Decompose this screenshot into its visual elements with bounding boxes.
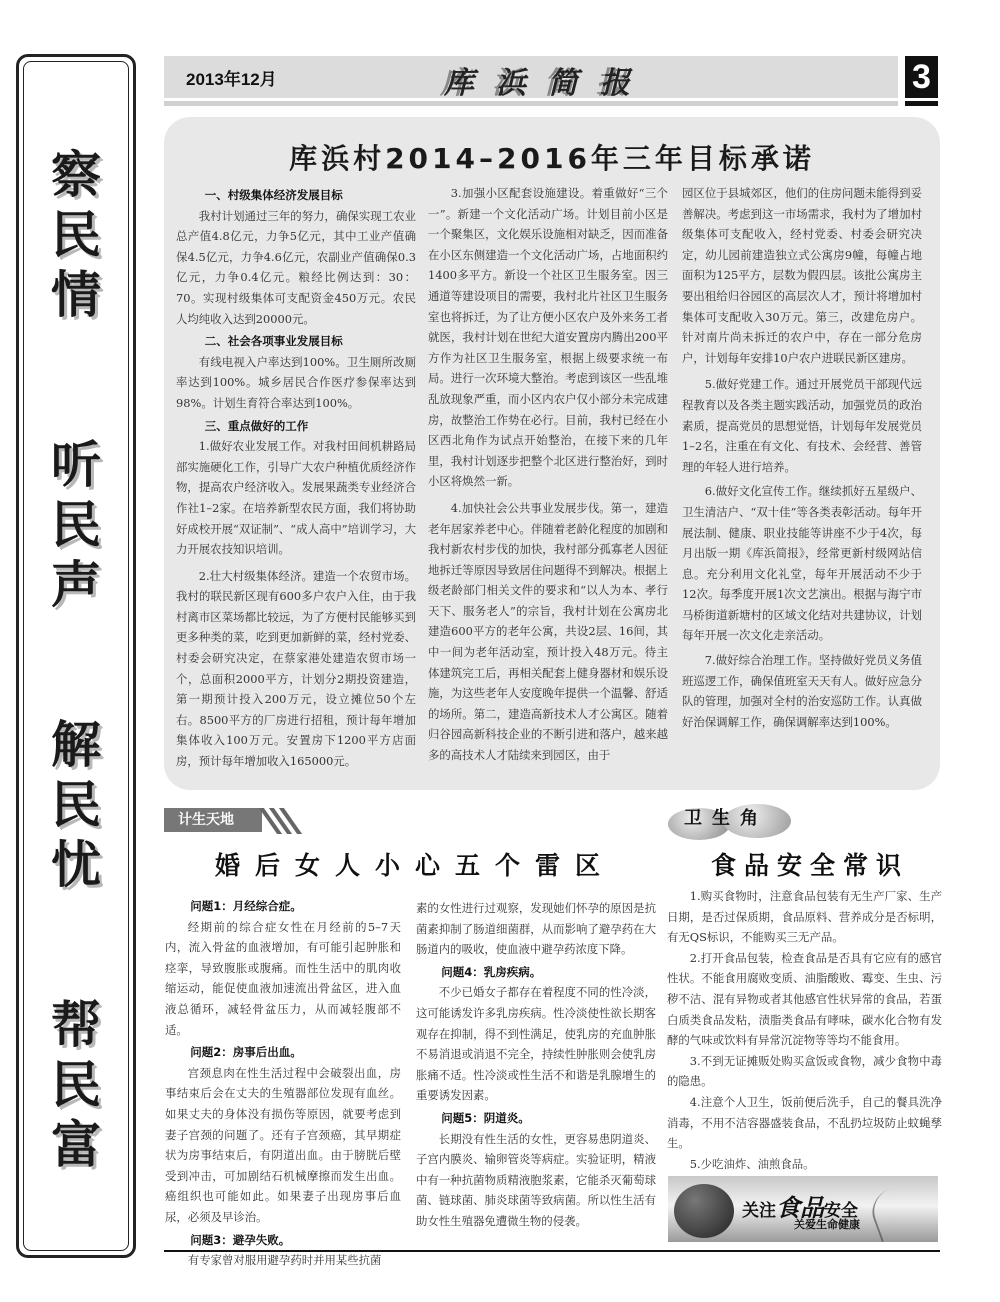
section-heading: 三、重点做好的工作	[204, 418, 309, 433]
paragraph: 6.做好文化宣传工作。继续抓好五星级户、卫生清洁户、“双十佳”等各类表彰活动。每年开展法制、健康、职业技能等讲座不少于4次，每月出版一期《库浜简报》，经常更新村级网站信息。充分利用文化礼堂，每年开展活动不少于12次。每季度开展1次文艺演出。根据与海宁市马桥街道新塘村的区域文化结对共建协议，计划每年开展一次文化走亲活动。	[682, 484, 922, 643]
slogan-character: 帮	[51, 996, 101, 1054]
masthead-rule	[164, 101, 898, 106]
issue-date: 2013年12月	[186, 70, 277, 89]
paragraph: 长期没有性生活的女性，更容易患阴道炎、子宫内膜炎、输卵管炎等病症。实验证明，精液中有一种抗菌物质精液胞浆素，它能杀灭葡萄球菌、链球菌、肺炎球菌等致病菌。所以性生活有助女性生殖器免遭微生物的侵袭。	[416, 1131, 656, 1228]
paragraph: 宫颈息肉在性生活过程中会破裂出血，房事结束后会在丈夫的生殖器部位发现有血丝。如果丈夫的身体没有损伤等原因，就要考虑到妻子宫颈的问题了。还有子宫颈癌，其早期症状为房事结束后，有阴道出血。由于膀胱后壁受到冲击，可加剧结石机械摩擦而发生出血。癌组织也可能如此。如果妻子出现房事后血尿，必须及早诊治。	[165, 1065, 401, 1224]
family-column-1	[165, 894, 401, 1271]
paragraph: 素的女性进行过观察，发现她们怀孕的原因是抗菌素抑制了肠道细菌群，从而影响了避孕药在大肠道内的吸收，使血液中避孕药浓度下降。	[416, 901, 656, 957]
paragraph: 4.加快社会公共事业发展步伐。第一，建造老年居家养老中心。伴随着老龄化程度的加剧和我村新农村步伐的加快，我村部分孤寡老人因征地拆迁等原因导致居住问题得不到解决。根据上级老龄部门相关文件的要求和“以人为本、孝行天下、服务老人”的宗旨，我村计划在公寓房北建造600平方的老年公寓，共设2层、16间，其中一间为老年活动室，预计投入48万元。待主体建筑完工后，再相关配套上健身器材和娱乐设施，为这些老年人安度晚年提供一个温馨、舒适的场所。第二，建造高新技术人才公寓区。随着归谷园高新科技企业的不断引进和落户，越来越多的高技术人才陆续来到园区，由于	[428, 500, 668, 763]
health-corner-label: 卫生角	[684, 808, 768, 829]
slogan-banner	[16, 54, 136, 1258]
question-heading: 问题5：阴道炎。	[441, 1110, 530, 1125]
banner-suffix: 安全	[824, 1201, 858, 1221]
banner-prefix: 关注	[742, 1201, 776, 1221]
tip-item: 4.注意个人卫生，饭前便后洗手，自己的餐具洗净消毒，不用不洁容器盛装食品，不乱扔垃圾防止蚊蝇孳生。	[667, 1094, 942, 1151]
slogan-character: 听	[51, 436, 101, 494]
slogan-character: 察	[51, 146, 101, 204]
paragraph: 有专家曾对服用避孕药时并用某些抗菌	[187, 1253, 382, 1268]
family-article-title: 婚后女人小心五个雷区	[214, 851, 615, 880]
slogan-character: 民	[51, 206, 101, 264]
tip-item: 2.打开食品包装，检查食品是否具有它应有的感官性状。不能食用腐败变质、油脂酸败、霉变、生虫、污秽不洁、混有异物或者其他感官性状异常的食品，若蛋白质类食品发粘，渍脂类食品有哮味，碳水化合物有发酵的气味或饮料有异常沉淀物等等均不能食用。	[667, 950, 942, 1048]
slogan-phrase-1	[19, 145, 133, 325]
paragraph: 2.壮大村级集体经济。建造一个农贸市场。我村的联民新区现有600多户农户入住，由于我村离市区菜场都比较远，为了方便村民能够买到更多种类的菜，吃到更加新鲜的菜，经村党委、村委会研究决定，在蔡家港处建造农贸市场一个，总面积2000平方，计划分2期投资建造，第一期预计投入200万元，设立摊位50个左右。8500平方的厂房进行招租，预计每年增加集体收入100万元。安置房下1200平方店面房，预计每年增加收入165000元。	[176, 568, 416, 769]
feature-article	[164, 117, 940, 790]
slogan-character: 忧	[51, 836, 101, 894]
section-tag-family-planning: 计生天地	[164, 808, 262, 832]
question-heading: 问题4：乳房疾病。	[441, 964, 542, 979]
slogan-character: 民	[51, 1056, 101, 1114]
paragraph: 1.做好农业发展工作。对我村田间机耕路局部实施硬化工作，引导广大农户种植优质经济作物，提高农户经济收入。发展果蔬类专业经济合作社1–2家。在培养新型农民方面，我们将协助好成校开展“双证制”、“成人高中”培训学习，大力开展农技知识培训。	[176, 439, 416, 557]
page-number: 3	[905, 56, 938, 98]
question-heading: 问题2：房事后出血。	[190, 1045, 302, 1060]
bamboo-leaf-illustration	[865, 1178, 934, 1242]
tip-item: 5.少吃油炸、油煎食品。	[689, 1156, 815, 1171]
slogan-character: 声	[51, 556, 101, 614]
feature-column-2	[428, 183, 668, 766]
health-column	[667, 886, 942, 1174]
slogan-character: 民	[51, 496, 101, 554]
paragraph: 7.做好综合治理工作。坚持做好党员义务值班巡逻工作，确保值班室天天有人。做好应急分队的管理，加强对全村的治安巡防工作。认真做好治保调解工作，确保调解率达到100%。	[682, 653, 922, 729]
question-heading: 问题1：月经综合症。	[190, 899, 302, 913]
feature-column-1	[176, 183, 416, 772]
page-bottom-rule	[164, 1250, 940, 1252]
slogan-phrase-3	[19, 715, 133, 895]
slogan-character: 解	[51, 716, 101, 774]
section-heading: 二、社会各项事业发展目标	[204, 334, 343, 349]
health-corner-logo	[668, 800, 788, 836]
paragraph: 3.加强小区配套设施建设。着重做好“三个一”。新建一个文化活动广场。计划目前小区是一个聚集区，文化娱乐设施相对缺乏，因而准备在小区东侧建造一个文化活动广场，占地面积约1400多平方。新设一个社区卫生服务室。因三通道等建设项目的需要，我村北片社区卫生服务室也将拆迁，为了让方便小区农户及外来务工者就医，我村计划在世纪大道安置房内腾出200平方作为社区卫生服务室，根据上级要求统一布局。进行一次环境大整治。考虑到该区一些乱堆乱放现象严重，而小区内农户仅小部分未完成建房，故整治工作势在必行。目前，我村已经在小区西北角作为试点开始整治，在接下来的几年里，我村计划逐步把整个北区进行整治好，到时小区将焕然一新。	[428, 186, 668, 489]
banner-subtitle: 关爱生命健康	[794, 1218, 860, 1231]
apple-illustration	[674, 1184, 734, 1238]
masthead-title: 库浜简报	[444, 66, 652, 101]
banner-script-word: 食品	[776, 1193, 824, 1222]
feature-column-3	[682, 183, 922, 732]
paragraph: 有线电视入户率达到100%。卫生厕所改厕率达到100%。城乡居民合作医疗参保率达到98%。计划生育符合率达到100%。	[176, 354, 416, 410]
paragraph: 不少已婚女子都存在着程度不同的性冷淡，这可能诱发许多乳房疾病。性冷淡使性欲长期客观存在抑制，得不到性满足，使乳房的充血肿胀不易消退或消退不完全，持续性肿胀则会使乳房胀痛不适。性冷淡或性生活不和谐是乳腺增生的重要诱发因素。	[416, 985, 656, 1103]
slogan-character: 富	[51, 1116, 101, 1174]
paragraph: 经期前的综合症女性在月经前的5–7天内，流入骨盆的血液增加，有可能引起肿胀和痉挛，导致腹胀或腹痛。而性生活中的肌肉收缩运动，能促使血液加速流出骨盆区，进入血液总循环，减轻骨盆压力，从而减轻腹部不适。	[165, 919, 401, 1037]
masthead-bar	[164, 56, 898, 101]
slogan-phrase-4	[19, 995, 133, 1175]
paragraph: 园区位于县城郊区，他们的住房问题未能得到妥善解决。考虑到这一市场需求，我村为了增加村级集体可支配收入，经村党委、村委会研究决定，幼儿园前建造独立式公寓房9幢，每幢占地面积为125平方，层数为假四层。该批公寓房主要出租给归谷园区的高层次人才，预计将增加村集体可支配收入30万元。第三，改建危房户。针对南片尚未拆迁的农户中，存在一部分危房户，计划每年安排10户农户进联民新区建房。	[682, 186, 922, 365]
section-heading: 一、村级集体经济发展目标	[204, 188, 343, 202]
feature-title: 库浜村2014–2016年三年目标承诺	[289, 142, 815, 175]
slogan-phrase-2	[19, 435, 133, 615]
paragraph: 5.做好党建工作。通过开展党员干部现代远程教育以及各类主题实践活动，加强党员的政治素质，提高党员的思想觉悟，计划每年发展党员1–2名，注重在有文化、有技术、会经营、善管理的年轻人进行培养。	[682, 377, 922, 474]
paragraph: 我村计划通过三年的努力，确保实现工农业总产值4.8亿元，力争5亿元，其中工业产值确保4.5亿元，力争4.6亿元，农副业产值确保0.3亿元，力争0.4亿元。粮经比例达到：30：70。实现村级集体可支配资金450万元。农民人均纯收入达到20000元。	[176, 208, 416, 326]
health-article-title: 食品安全常识	[710, 851, 909, 880]
tip-item: 1.购买食物时，注意食品包装有无生产厂家、生产日期，是否过保质期，食品原料、营养成分是否标明，有无QS标识，不能购买三无产品。	[667, 889, 942, 945]
food-safety-banner-image	[668, 1176, 938, 1242]
slogan-character: 情	[51, 266, 101, 324]
page-number-rule	[905, 101, 938, 106]
question-heading: 问题3：避孕失败。	[190, 1232, 291, 1247]
family-column-2	[416, 898, 656, 1232]
slogan-character: 民	[51, 776, 101, 834]
tip-item: 3.不到无证摊贩处购买盒饭或食物，减少食物中毒的隐患。	[667, 1053, 942, 1089]
